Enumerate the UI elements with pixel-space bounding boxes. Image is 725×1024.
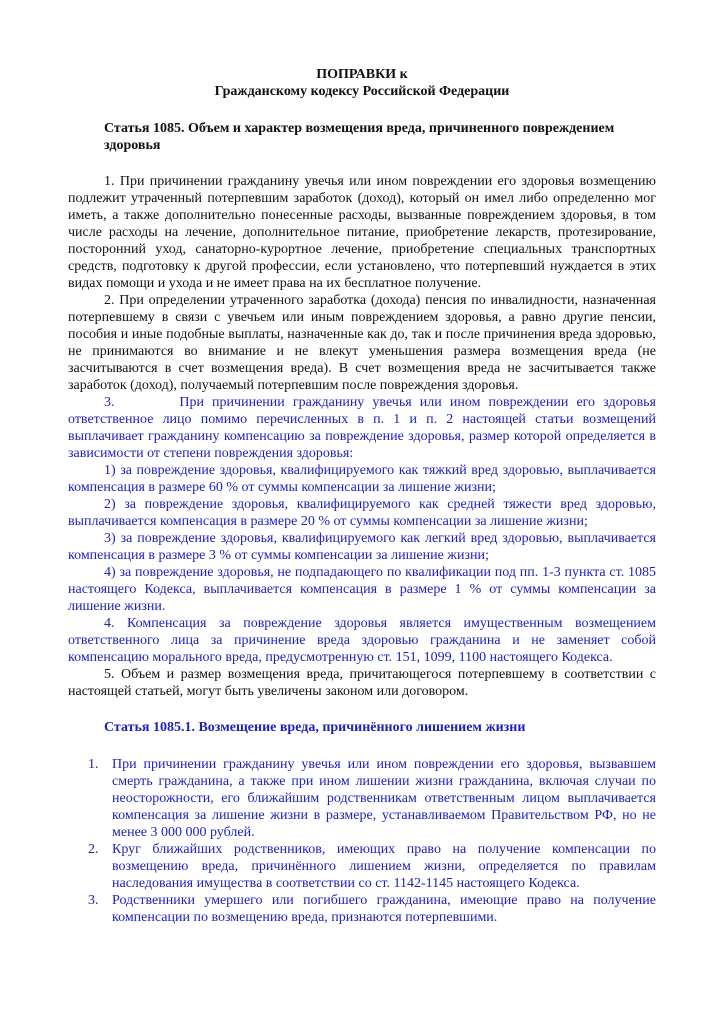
article-1085-subitem-4: 4) за повреждение здоровья, не подпадающего по квалификации под пп. 1-3 пункта ст. 1085 настоящего Кодекса, выплачивается компенсация в размере 1 % от суммы компенсации за лишение жизни. bbox=[68, 565, 656, 614]
document-title: ПОПРАВКИ к bbox=[316, 67, 408, 82]
article-1085-paragraph-5: 5. Объем и размер возмещения вреда, причитающегося потерпевшему в соответствии с настоящей статьей, могут быть увеличены законом или договором. bbox=[68, 667, 656, 699]
list-item bbox=[68, 841, 656, 892]
list-item bbox=[68, 892, 656, 926]
document-subtitle: Гражданскому кодексу Российской Федерации bbox=[214, 84, 510, 99]
article-1085-1-list bbox=[68, 756, 656, 926]
list-item-text: При причинении гражданину увечья или ином повреждении его здоровья, вызвавшем смерть гражданина, а также при ином лишении жизни гражданина, включая случаи по неосторожности, его ближайшим родственникам ответственным лицом выплачивается компенсация за лишение жизни в размере, устанавливаемом Правительством РФ, но не менее 3 000 000 рублей. bbox=[112, 757, 656, 840]
list-item-number: 2. bbox=[88, 842, 99, 857]
article-1085-subitem-3: 3) за повреждение здоровья, квалифицируемого как легкий вред здоровью, выплачивается компенсация в размере 3 % от суммы компенсации за лишение жизни; bbox=[68, 531, 656, 563]
list-item-number: 1. bbox=[88, 757, 99, 772]
list-item-text: Родственники умершего или погибшего гражданина, имеющие право на получение компенсации по возмещению вреда, признаются потерпевшими. bbox=[112, 893, 656, 925]
article-1085-subitem-2: 2) за повреждение здоровья, квалифицируемого как средней тяжести вред здоровью, выплачивается компенсация в размере 20 % от суммы компенсации за лишение жизни; bbox=[68, 497, 656, 529]
list-item bbox=[68, 756, 656, 841]
article-1085-paragraph-2: 2. При определении утраченного заработка (дохода) пенсия по инвалидности, назначенная потерпевшему в связи с увечьем или иным повреждением здоровья, а равно другие пенсии, пособия и иные подобные выплаты, назначенные как до, так и после причинения вреда здоровью, не принимаются во внимание и не влекут уменьшения размера возмещения вреда (не засчитываются в счет возмещения вреда). В счет возмещения вреда не засчитывается также заработок (доход), получаемый потерпевшим после повреждения здоровья. bbox=[68, 293, 656, 393]
article-1085-paragraph-3: 3. При причинении гражданину увечья или ином повреждении его здоровья ответственное лицо помимо перечисленных в п. 1 и п. 2 настоящей статьи возмещений выплачивает гражданину компенсацию за повреждение здоровья, размер которой определяется в зависимости от степени повреждения здоровья: bbox=[68, 395, 660, 461]
article-1085-paragraph-4: 4. Компенсация за повреждение здоровья является имущественным возмещением ответственного лица за причинение вреда здоровью гражданина и не заменяет собой компенсацию морального вреда, предусмотренную ст. 151, 1099, 1100 настоящего Кодекса. bbox=[68, 616, 656, 665]
list-item-text: Круг ближайших родственников, имеющих право на получение компенсации по возмещению вреда, причинённого лишением жизни, определяется по правилам наследования имущества в соответствии со ст. 1142-1145 настоящего Кодекса. bbox=[112, 842, 656, 891]
article-1085-paragraph-1: 1. При причинении гражданину увечья или ином повреждении его здоровья возмещению подлежит утраченный потерпевшим заработок (доход), который он имел либо определенно мог иметь, а также дополнительно понесенные расходы, вызванные повреждением здоровья, в том числе расходы на лечение, дополнительное питание, приобретение лекарств, протезирование, посторонний уход, санаторно-курортное лечение, приобретение специальных транспортных средств, подготовку к другой профессии, если установлено, что потерпевший нуждается в этих видах помощи и ухода и не имеет права на их бесплатное получение. bbox=[68, 174, 656, 291]
list-item-number: 3. bbox=[88, 893, 99, 908]
article-1085-1-heading: Статья 1085.1. Возмещение вреда, причинённого лишением жизни bbox=[104, 720, 526, 735]
document-page bbox=[68, 66, 660, 926]
article-1085-subitem-1: 1) за повреждение здоровья, квалифицируемого как тяжкий вред здоровью, выплачивается компенсация в размере 60 % от суммы компенсации за лишение жизни; bbox=[68, 463, 656, 495]
article-1085-heading: Статья 1085. Объем и характер возмещения вреда, причиненного повреждением здоровья bbox=[104, 121, 615, 153]
